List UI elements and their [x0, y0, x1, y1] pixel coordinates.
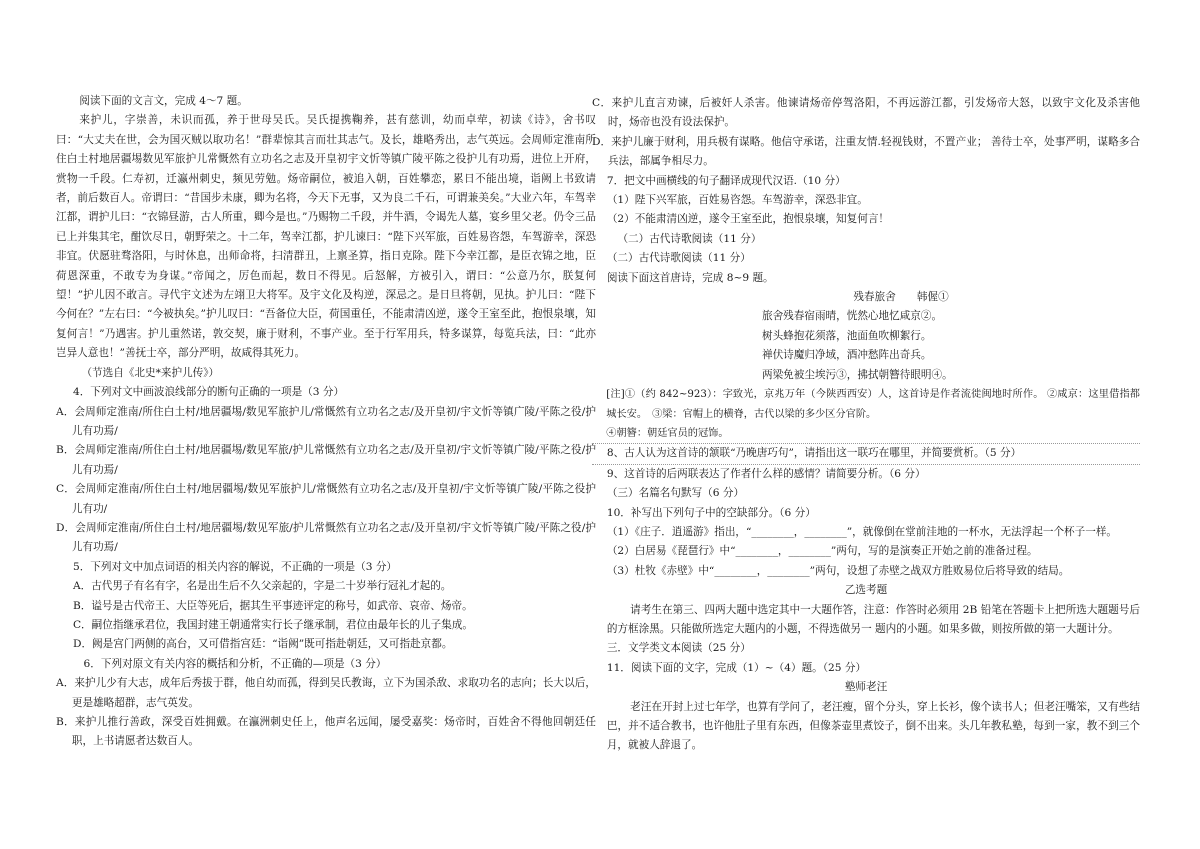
left-column — [56, 92, 596, 752]
q6-option-c: C．来护儿直言劝谏，后被奸人杀害。他谏请炀帝停驾洛阳，不再远游江都，引发炀帝大怒，以致宇文化及杀害他时，炀帝也没有设法保护。 — [592, 97, 1140, 129]
q5-option-b: B．谥号是古代帝王、大臣等死后，据其生平事迹评定的称号，如武帝、哀帝、炀帝。 — [72, 599, 473, 612]
passage-source: （节选自《北史*来护儿传》） — [81, 366, 220, 379]
q6-option-a: A．来护儿少有大志，成年后秀拔于群，他自幼而孤，得到吴氏教诲，立下为国杀敌、求取功名的志向；长大以后，更是雄略超群，志气英发。 — [56, 677, 596, 709]
section-literary-heading: 三．文学类文本阅读（25 分） — [606, 642, 751, 655]
q4-option-c: C．会周师定淮南/所住白土村/地居疆埸/数见军旅护儿/常慨然有立功名之志/及开皇初/宇文忻等镇广陵/平陈之役护儿有功/ — [56, 483, 596, 515]
q6-option-d: D．来护儿廉于财利，用兵极有谋略。他信守承诺，注重友情.轻视钱财，不置产业； 善待士卒，处事严明，谋略多合兵法，部属争相尽力。 — [592, 135, 1140, 168]
question-10: 10．补写出下列句子中的空缺部分。（6 分） — [606, 506, 816, 519]
q5-option-a: A．古代男子有名有字，名是出生后不久父亲起的，字是二十岁举行冠礼才起的。 — [72, 580, 452, 593]
question-11: 11．阅读下面的文字，完成（1）~（4）题。（25 分） — [606, 661, 867, 674]
question-4: 4．下列对文中画波浪线部分的断句正确的一项是（3 分） — [72, 386, 345, 399]
poem-intro: 阅读下面这首唐诗，完成 8~9 题。 — [606, 271, 774, 284]
q10-item-2: （2）白居易《琵琶行》中“________，________”两句，写的是演奏正开始之前的准备过程。 — [606, 545, 1038, 558]
q6-option-b: B．来护儿推行善政，深受百姓拥戴。在瀛洲刺史任上，他声名远闻，屡受嘉奖：炀帝时，百姓舍不得他回朝廷任职，上书请愿者达数百人。 — [56, 716, 596, 748]
section-poetry-subheading: （二）古代诗歌阅读（11 分） — [606, 252, 751, 265]
optional-questions-title: 乙选考题 — [844, 584, 888, 597]
right-column — [592, 94, 1140, 756]
reading-intro: 阅读下面的文言文，完成 4～7 题。 — [79, 95, 248, 107]
q5-option-d: D．阙是宫门两侧的高台，又可借指宫廷：“诣阙”既可指赴朝廷，又可指赴京都。 — [72, 638, 453, 651]
question-7: 7．把文中画横线的句子翻译成现代汉语.（10 分） — [606, 174, 846, 187]
poem-line-1: 旅舍残春宿雨晴，恍然心地忆咸京②。 — [762, 310, 943, 323]
question-9: 9、这首诗的后两联表达了作者什么样的感情？请简要分析。（6 分） — [606, 467, 926, 480]
section-poetry-heading: （二）古代诗歌阅读（11 分） — [617, 232, 762, 245]
q7-sentence-1: （1）陛下兴军旅，百姓易咨怨。车驾游幸，深恐非宜。 — [606, 194, 868, 207]
optional-questions-instructions: 请考生在第三、四两大题中选定其中一大题作答，注意：作答时必须用 2B 铅笔在答题卡上把所选大题题号后的方框涂黑。只能做所选定大题内的小题，不得选做另一 题内的小题。如果多做，则按所做的第一大题计分。 — [606, 603, 1140, 635]
q10-item-1: （1）《庄子．逍遥游》指出，“________，________”，就像倒在堂前洼地的一杯水，无法浮起一个杯子一样。 — [606, 525, 1118, 538]
classical-passage: 来护儿，字崇善，未识而孤，养于世母吴氏。吴氏提携鞠养，甚有慈训，幼而卓荦，初读《诗》，舍书叹曰：“大丈夫在世，会为国灭贼以取功名！”群辈惊其言而壮其志气。及长，雄略秀出，志气英远。会周师定淮南所住白土村地居疆埸数见军旅护儿常慨然有立功名之志及开皇初宇文忻等镇广陵平陈之役护儿有功焉，进位上开府，赏物一千段。仁寿初，迁瀛州刺史，频见劳勉。炀帝嗣位，被追入朝，百姓攀恋，累日不能出境，诣阙上书致请者，前后数百人。帝谓曰：“昔国步未康，卿为名将，今天下无事，又为良二千石，可谓兼美矣。”大业六年，车驾幸江都，谓护儿曰：“衣锦昼游，古人所重，卿今是也。”乃赐物二千段，并牛酒，令谒先人墓，宴乡里父老。仍令三品已上并集其宅，酣饮尽日，朝野荣之。十二年，驾幸江都，护儿谏曰：“陛下兴军旅，百姓易咨怨，车驾游幸，深恐非宜。伏愿驻骛洛阳，与时休息，出师命将，扫清群丑，上禀圣算，指日克除。陛下今幸江都，是臣衣锦之地，臣荷恩深重，不敢专为身谋。”帝闻之，厉色而起，数日不得见。后怒解，方被引入，谓曰：“公意乃尔，朕复何望！”护儿因不敢言。寻代宇文述为左翊卫大将军。及宇文化及构逆，深忌之。是日旦将朝，见执。护儿曰：“陛下今何在？”左右曰：“今被执矣。”护儿叹曰：“吾备位大臣，荷国重任，不能肃清凶逆，遂令王室至此，抱恨泉壤，知复何言！”乃遇害。护儿重然诺，敦交契，廉于财利，不事产业。至于行军用兵，特多谋算，每览兵法，曰：“此亦岂异人意也！”善抚士卒，部分严明，故咸得其死力。 — [56, 114, 596, 360]
q5-option-c: C．嗣位指继承君位，我国封建王朝通常实行长子继承制，君位由最年长的儿子集成。 — [72, 618, 474, 631]
poem-line-4: 两梁免被尘埃污③，拂拭朝簪待眼明④。 — [762, 368, 953, 381]
question-5: 5．下列对文中加点词语的相关内容的解说，不正确的一项是（3 分） — [72, 560, 398, 573]
question-6: 6．下列对原文有关内容的概括和分析，不正确的—项是（3 分） — [83, 657, 387, 670]
poem-note-4: ④朝簪：朝廷官员的冠饰。 — [592, 424, 1140, 444]
poem-line-3: 禅伏诗魔归净域，酒冲愁阵出奇兵。 — [762, 349, 932, 362]
poem-notes: [注]①（约 842~923）：字致光，京兆万年（今陕西西安）人，这首诗是作者流徙闽地时所作。 ②咸京：这里借指都城长安。 ③梁：官帽上的横脊，古代以梁的多少区分官阶。 — [606, 389, 1140, 420]
q4-option-a: A．会周师定淮南/所住白土村/地居疆埸/数见军旅护儿/常慨然有立功名之志/及开皇初/宇文忻等镇广陵/平陈之役/护儿有功焉/ — [56, 405, 596, 437]
poem-title: 残春旅舍 韩偓① — [853, 291, 949, 304]
story-text: 老汪在开封上过七年学，也算有学问了，老汪瘦，留个分头，穿上长衫，像个读书人；但老汪嘴笨，又有些结巴，并不适合教书，也许他肚子里有东西，但像茶壶里煮饺子，倒不出来。头几年教私塾，每到一家，教不到三个月，就被人辞退了。 — [606, 700, 1140, 752]
poem-line-2: 树头蜂抱花须落，池面鱼吹柳絮行。 — [762, 329, 932, 342]
question-8: 8、古人认为这首诗的颔联“乃晚唐巧句”，请指出这一联巧在哪里，并简要赏析。（5 分） — [592, 444, 1140, 464]
story-title: 塾师老汪 — [844, 681, 888, 694]
q7-sentence-2: （2）不能肃清凶逆，遂令王室至此，抱恨泉壤，知复何言！ — [606, 213, 890, 226]
q10-item-3: （3）杜牧《赤壁》中“________，________”两句，设想了赤壁之战双方胜败易位后将导致的结局。 — [606, 564, 1070, 577]
q4-option-b: B．会周师定淮南/所住白土村/地居疆埸/数见军旅/护儿常慨然有立功名之志/及开皇初/宇文忻等镇广陵/平陈之役/护儿有功焉/ — [56, 444, 596, 476]
q4-option-d: D．会周师定淮南/所住白土村/地居疆埸/数见军旅/护儿常慨然有立功名之志/及开皇初/宇文忻等镇广陵/平陈之役/护儿有功焉/ — [56, 521, 596, 554]
section-quotes-heading: （三）名篇名句默写（6 分） — [606, 487, 745, 500]
